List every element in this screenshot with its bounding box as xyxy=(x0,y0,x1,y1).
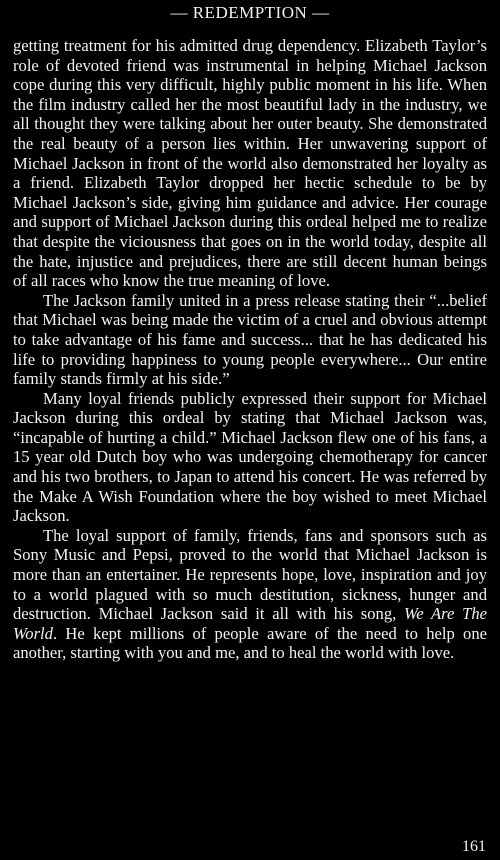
body-text xyxy=(13,36,487,663)
paragraph-jackson-family: The Jackson family united in a press release stating their “...belief that Michael was being made the victim of a cruel and obvious attempt to take advantage of his fame and success... that he has dedicated his life to providing happiness to young people everywhere... Our entire family stands firmly at his side.” xyxy=(13,290,487,389)
paragraph-text-after: . He kept millions of people aware of the need to help one another, starting with you and me, and to heal the world with love. xyxy=(13,623,487,663)
paragraph-loyal-support xyxy=(13,526,487,663)
paragraph-loyal-friends: Many loyal friends publicly expressed their support for Michael Jackson during this ordeal by stating that Michael Jackson was, “incapable of hurting a child.” Michael Jackson flew one of his fans, a 15 year old Dutch boy who was undergoing chemotherapy for cancer and his two brothers, to Japan to attend his concert. He was referred by the Make A Wish Foundation where the boy wished to meet Michael Jackson. xyxy=(13,388,487,526)
paragraph-text-before: The loyal support of family, friends, fans and sponsors such as Sony Music and Pepsi, proved to the world that Michael Jackson is more than an entertainer. He represents hope, love, inspiration and joy to a world plagued with so much destitution, sickness, hunger and destruction. Michael Jackson said it all with his song, xyxy=(13,525,487,624)
paragraph-elizabeth-taylor: getting treatment for his admitted drug dependency. Elizabeth Taylor’s role of devoted friend was instrumental in helping Michael Jackson cope during this very difficult, highly public moment in his life. When the film industry called her the most beautiful lady in the industry, we all thought they were talking about her outer beauty. She demonstrated the real beauty of a person lies within. Her unwavering support of Michael Jackson in front of the world also demonstrated her loyalty as a friend. Elizabeth Taylor dropped her hectic schedule to be by Michael Jackson’s side, giving him guidance and advice. Her courage and support of Michael Jackson during this ordeal helped me to realize that despite the viciousness that goes on in the world today, despite all the hate, injustice and prejudices, there are still decent human beings of all races who know the true meaning of love. xyxy=(13,36,487,291)
song-title: We Are The World xyxy=(13,604,487,643)
running-header: — REDEMPTION — xyxy=(170,3,330,22)
page-number: 161 xyxy=(462,838,486,855)
